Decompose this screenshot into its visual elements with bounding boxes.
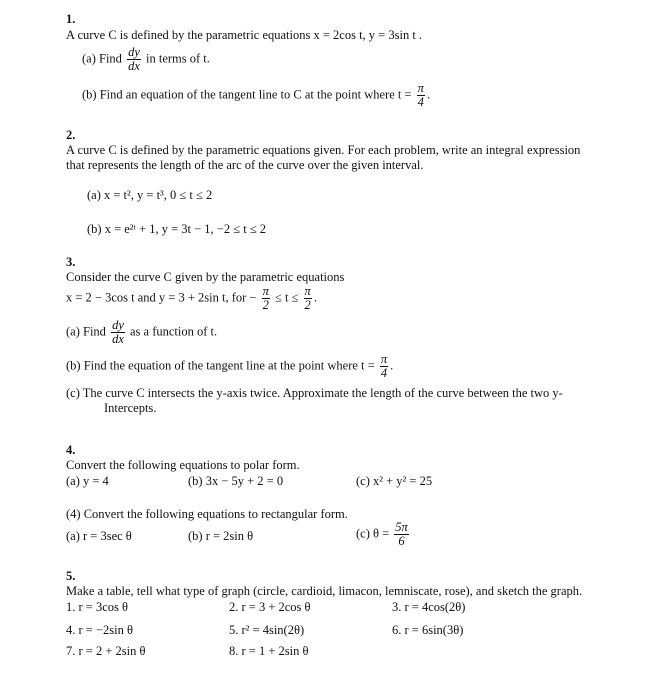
problem-4c2 xyxy=(356,521,411,548)
fraction-numerator: π xyxy=(262,284,269,298)
problem-3a xyxy=(66,319,217,346)
problem-5-item: 8. r = 1 + 2sin θ xyxy=(229,644,309,658)
fraction-numerator: π xyxy=(304,284,311,298)
fraction-numerator: π xyxy=(380,352,388,366)
problem-3b-fraction xyxy=(380,353,388,380)
fraction-numerator: dy xyxy=(128,45,140,59)
problem-1a-tail: in terms of t. xyxy=(146,51,210,66)
fraction-denominator: 6 xyxy=(398,534,405,549)
problem-1-intro: A curve C is defined by the parametric equations x = 2cos t, y = 3sin t . xyxy=(66,28,423,42)
problem-1a-fraction xyxy=(127,46,141,73)
problem-3c-line1: (c) The curve C intersects the y-axis twice. Approximate the length of the curve between the two y- xyxy=(66,386,563,400)
problem-3-equation xyxy=(66,285,317,312)
problem-5-item: 7. r = 2 + 2sin θ xyxy=(66,644,146,658)
fraction-denominator: 4 xyxy=(417,95,424,110)
problem-3c-line2: Intercepts. xyxy=(104,401,157,415)
problem-3a-fraction xyxy=(111,319,125,346)
problem-4-intro: Convert the following equations to polar form. xyxy=(66,458,300,472)
problem-4b: (b) 3x − 5y + 2 = 0 xyxy=(188,474,284,488)
problem-3a-label: (a) Find xyxy=(66,324,106,339)
problem-5-intro: Make a table, tell what type of graph (circle, cardioid, limacon, lemniscate, rose), and sketch the graph. xyxy=(66,584,583,598)
problem-4-number: 4. xyxy=(66,443,76,457)
problem-5-item: 3. r = 4cos(2θ) xyxy=(392,600,466,614)
problem-1a-label: (a) Find xyxy=(82,51,122,66)
fraction-denominator: 2 xyxy=(262,298,269,313)
problem-3-equation-mid: ≤ t ≤ xyxy=(274,290,299,305)
fraction-denominator: 2 xyxy=(304,298,311,313)
problem-2-intro-line2: that represents the length of the arc of the curve over the given interval. xyxy=(66,158,424,172)
problem-2-number: 2. xyxy=(66,128,76,142)
problem-4c: (c) x² + y² = 25 xyxy=(356,474,433,488)
problem-2a: (a) x = t², y = t³, 0 ≤ t ≤ 2 xyxy=(87,188,213,202)
problem-5-item: 2. r = 3 + 2cos θ xyxy=(229,600,311,614)
problem-2b: (b) x = e²ᵗ + 1, y = 3t − 1, −2 ≤ t ≤ 2 xyxy=(87,222,267,236)
problem-5-item: 4. r = −2sin θ xyxy=(66,623,133,637)
fraction-numerator: π xyxy=(417,81,424,95)
problem-5-item: 6. r = 6sin(3θ) xyxy=(392,623,464,637)
problem-1b-text: (b) Find an equation of the tangent line to C at the point where t = xyxy=(82,87,412,102)
problem-1-number: 1. xyxy=(66,12,76,26)
problem-4b2: (b) r = 2sin θ xyxy=(188,529,254,543)
problem-3b-end: . xyxy=(390,358,394,373)
problem-5-number: 5. xyxy=(66,569,76,583)
fraction-denominator: dx xyxy=(128,59,140,74)
fraction-denominator: dx xyxy=(112,332,124,347)
problem-3b-text: (b) Find the equation of the tangent line at the point where t = xyxy=(66,358,375,373)
problem-1b-end: . xyxy=(426,87,431,102)
problem-3-upper-bound-fraction xyxy=(304,285,312,312)
problem-3a-tail: as a function of t. xyxy=(130,324,218,339)
fraction-numerator: dy xyxy=(112,318,124,332)
problem-3-intro: Consider the curve C given by the parametric equations xyxy=(66,270,345,284)
fraction-denominator: 4 xyxy=(380,366,388,381)
problem-1a xyxy=(82,46,210,73)
problem-5-item: 5. r² = 4sin(2θ) xyxy=(229,623,305,637)
problem-2-intro-line1: A curve C is defined by the parametric equations given. For each problem, write an integral expression xyxy=(66,143,581,157)
problem-3b xyxy=(66,353,393,380)
problem-4c2-fraction xyxy=(394,521,409,548)
problem-3-lower-bound-fraction xyxy=(262,285,270,312)
problem-3-equation-text: x = 2 − 3cos t and y = 3 + 2sin t, for − xyxy=(66,290,257,305)
problem-4a2: (a) r = 3sec θ xyxy=(66,529,132,543)
fraction-numerator: 5π xyxy=(395,520,408,534)
problem-3-equation-end: . xyxy=(313,290,317,305)
problem-5-item: 1. r = 3cos θ xyxy=(66,600,128,614)
problem-4-intro2: (4) Convert the following equations to rectangular form. xyxy=(66,507,348,521)
problem-1b xyxy=(82,82,430,109)
problem-4a: (a) y = 4 xyxy=(66,474,109,488)
problem-4c2-label: (c) θ = xyxy=(356,526,390,541)
problem-1b-fraction xyxy=(417,82,425,109)
problem-3-number: 3. xyxy=(66,255,76,269)
